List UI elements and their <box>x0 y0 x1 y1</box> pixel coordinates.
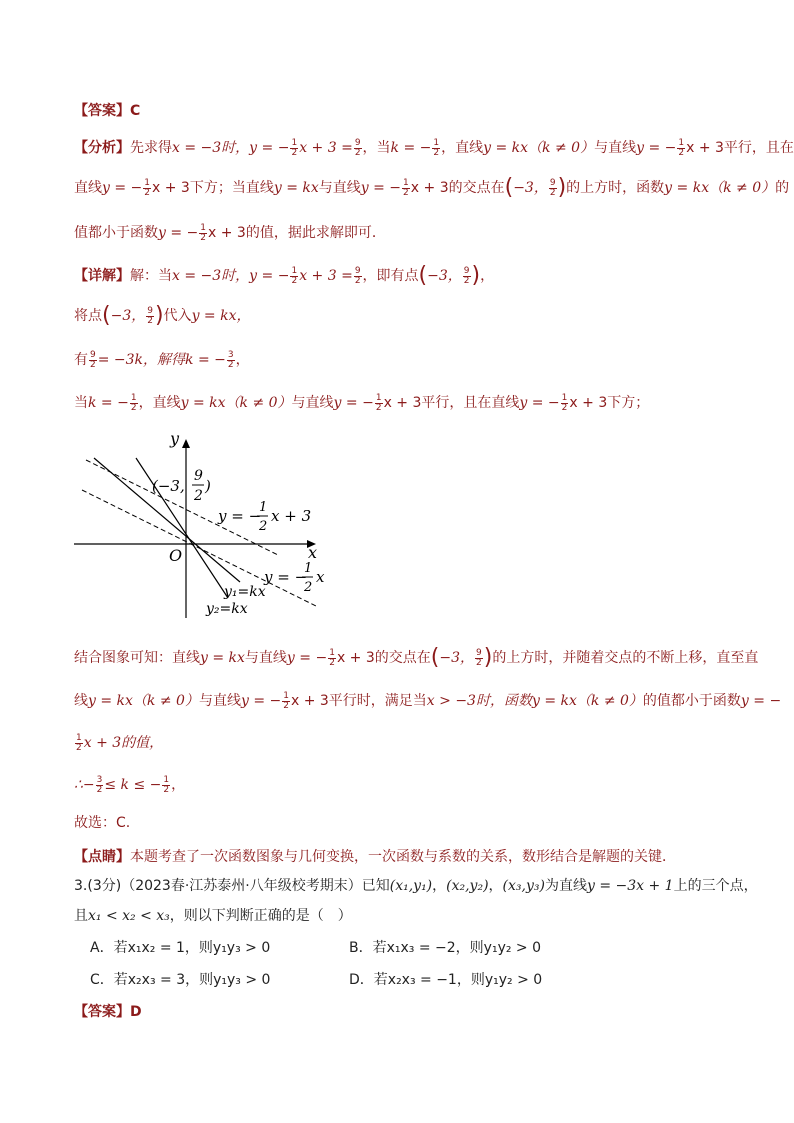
text: 上的三个点， <box>673 878 758 894</box>
detail-label: 【详解】 <box>74 268 130 284</box>
text: 值都小于函数 <box>74 225 158 241</box>
option-a-text: A．若x₁x₂ = 1，则y₁y₃ > 0 <box>90 940 271 956</box>
text: 先求得 <box>130 140 172 156</box>
conclusion-line-1 <box>74 645 759 670</box>
fraction <box>354 139 362 158</box>
den: 2 <box>375 402 382 413</box>
den: 2 <box>433 147 440 158</box>
point-den: 2 <box>194 488 203 504</box>
math: x = −3时， <box>172 268 250 284</box>
den: 2 <box>76 742 82 753</box>
text: 解：当 <box>130 268 172 284</box>
y-axis-arrow-icon <box>182 439 190 448</box>
num: 1 <box>291 265 298 276</box>
answer-line-2 <box>74 1002 142 1022</box>
math: y = − <box>333 395 374 411</box>
question-score: (3分) <box>87 878 122 894</box>
fraction <box>290 139 298 158</box>
math: (x₁,y₁) <box>389 878 433 894</box>
num: 9 <box>549 177 556 188</box>
text: ， <box>171 777 186 793</box>
comment-line <box>74 847 676 867</box>
text: 与直线 <box>244 650 287 666</box>
text: 代入 <box>163 308 192 324</box>
fraction <box>227 351 235 370</box>
question-number: 3. <box>74 878 88 894</box>
num: 1 <box>403 177 409 188</box>
math: y = kx， <box>191 308 251 324</box>
den: 2 <box>200 232 207 243</box>
math: y = kx（k ≠ 0） <box>483 140 595 156</box>
lower-frac-num: 1 <box>304 561 313 576</box>
num: 9 <box>90 349 96 360</box>
den: 2 <box>130 402 137 413</box>
lower-line-label: y = − <box>264 568 308 586</box>
point-label: (−3, <box>152 477 185 495</box>
fraction <box>162 776 170 795</box>
math: = −3k，解得 <box>97 352 186 368</box>
num: 9 <box>354 137 361 148</box>
math: (x₃,y₃) <box>502 878 545 894</box>
analysis-line-2 <box>74 175 790 200</box>
conclusion-line-2 <box>74 691 781 711</box>
text: 已知 <box>361 878 390 894</box>
paren: ) <box>154 303 164 328</box>
den: 2 <box>283 700 289 711</box>
paren: ) <box>557 175 567 200</box>
math: −3， <box>427 268 462 284</box>
comment-label: 【点睛】 <box>74 849 130 865</box>
den: 2 <box>291 147 298 158</box>
paren: ( <box>418 263 428 288</box>
fraction <box>549 179 557 198</box>
conclusion-line-3 <box>74 733 163 753</box>
math: y = − <box>158 225 199 241</box>
den: 2 <box>403 187 409 198</box>
detail-line-3 <box>74 350 250 370</box>
math: y = kx（k ≠ 0） <box>531 693 643 709</box>
num: 1 <box>291 137 298 148</box>
math: y = − <box>249 140 290 156</box>
fraction <box>677 139 685 158</box>
text: ，当 <box>362 140 391 156</box>
math: y = kx <box>273 180 319 196</box>
paren: ( <box>430 645 440 670</box>
num: 1 <box>329 647 335 658</box>
math: y = kx <box>200 650 245 666</box>
analysis-label: 【分析】 <box>74 140 130 156</box>
lower-line-tail: x <box>316 568 325 586</box>
math: x + 3 = <box>299 140 353 156</box>
text: 直线 <box>74 180 102 196</box>
q3-option-b[interactable] <box>349 938 541 958</box>
y-axis-label: y <box>170 430 180 448</box>
math: x₁ < x₂ < x₃ <box>88 908 170 924</box>
upper-line-label: y = − <box>218 507 262 525</box>
fraction <box>561 394 569 413</box>
text: x + 3的交点在 <box>410 180 505 196</box>
math: k = − <box>390 140 432 156</box>
num: 9 <box>147 305 153 316</box>
num: 1 <box>130 392 137 403</box>
fraction <box>375 394 383 413</box>
option-b-text: B．若x₁x₃ = −2，则y₁y₂ > 0 <box>349 940 542 956</box>
fraction <box>354 267 362 286</box>
text: 结合图象可知：直线 <box>74 650 200 666</box>
math: y = − <box>360 180 402 196</box>
math: y = − <box>102 180 143 196</box>
answer-label: 【答案】 <box>74 103 130 119</box>
answer-label: 【答案】 <box>74 1004 130 1020</box>
graph-figure <box>72 430 342 620</box>
fraction <box>432 139 440 158</box>
math: (x₂,y₂) <box>446 878 489 894</box>
option-d-text: D．若x₂x₃ = −1，则y₁y₂ > 0 <box>349 972 543 988</box>
num: 9 <box>354 265 361 276</box>
q3-option-a[interactable] <box>90 938 270 958</box>
text: ， <box>235 352 250 368</box>
den: 2 <box>354 275 361 286</box>
text: 的上方时，函数 <box>566 180 665 196</box>
text: 与直线 <box>198 693 241 709</box>
num: 1 <box>144 177 151 188</box>
detail-line-4 <box>74 393 649 413</box>
fraction <box>402 179 410 198</box>
den: 2 <box>227 359 234 370</box>
paren: ( <box>504 175 514 200</box>
den: 2 <box>354 147 361 158</box>
x-axis-label: x <box>308 543 318 562</box>
math: y = − <box>636 140 677 156</box>
num: 1 <box>163 774 170 785</box>
text: 故选：C. <box>74 815 131 831</box>
origin-label: O <box>169 546 183 565</box>
math: y = −3x + 1 <box>586 878 674 894</box>
paren: ) <box>483 645 493 670</box>
text: ，直线 <box>441 140 484 156</box>
text: 与直线 <box>594 140 637 156</box>
math: ≤ k ≤ − <box>104 777 162 793</box>
text: ，则以下判断正确的是（ ） <box>169 908 352 924</box>
num: 1 <box>200 222 207 233</box>
y1-label: y₁=kx <box>224 584 266 600</box>
q3-line-2 <box>74 906 352 926</box>
text: x + 3的值，据此求解即可． <box>208 225 386 241</box>
text: x + 3平行，且在 <box>686 140 794 156</box>
num: 1 <box>76 732 82 743</box>
den: 2 <box>291 275 298 286</box>
text: 当 <box>74 395 88 411</box>
num: 3 <box>96 774 103 785</box>
math: k = − <box>185 352 226 368</box>
fraction <box>463 267 471 286</box>
math: y = − <box>286 650 328 666</box>
q3-option-d[interactable] <box>349 970 542 990</box>
math: y = − <box>249 268 290 284</box>
conclusion-line-5 <box>74 813 130 833</box>
num: 1 <box>283 690 289 701</box>
upper-frac-num: 1 <box>259 500 268 515</box>
conclusion-line-4 <box>74 775 185 795</box>
fraction <box>75 734 83 753</box>
detail-line-1 <box>74 263 495 288</box>
text: 与直线 <box>318 180 361 196</box>
analysis-line-1 <box>74 138 794 158</box>
math: y = kx（k ≠ 0） <box>664 180 776 196</box>
lower-frac-den: 2 <box>304 580 313 595</box>
text: x + 3平行，且在直线 <box>383 395 520 411</box>
den: 2 <box>549 187 556 198</box>
num: 9 <box>463 265 470 276</box>
q3-option-c[interactable] <box>90 970 270 990</box>
math: x > −3时，函数 <box>426 693 532 709</box>
text: ，直线 <box>138 395 181 411</box>
math: ∴− <box>74 777 95 793</box>
text: x + 3下方； <box>569 395 650 411</box>
num: 1 <box>678 137 685 148</box>
fraction <box>328 649 336 668</box>
q3-line-1: 3.(3分)（2023春·江苏泰州·八年级校考期末）已知(x₁,y₁)，(x₂,y₂)，(x₃,y₃)为直线y = −3x + 1上的三个点， <box>74 878 758 894</box>
comment-text: 本题考查了一次函数图象与几何变换，一次函数与系数的关系，数形结合是解题的关键． <box>130 849 676 865</box>
text: 的 <box>775 180 790 196</box>
fraction <box>290 267 298 286</box>
fraction <box>282 692 290 711</box>
text: x + 3的交点在 <box>336 650 431 666</box>
den: 2 <box>678 147 685 158</box>
den: 2 <box>144 187 151 198</box>
fraction <box>143 179 151 198</box>
option-c-text: C．若x₂x₃ = 3，则y₁y₃ > 0 <box>90 972 271 988</box>
answer-line <box>74 101 140 121</box>
answer-value: D <box>130 1004 142 1020</box>
math: k = − <box>88 395 129 411</box>
math: y = − <box>240 693 282 709</box>
question-source: （2023春·江苏泰州·八年级校考期末） <box>121 878 362 894</box>
math: x + 3的值， <box>83 735 164 751</box>
text: 与直线 <box>291 395 334 411</box>
text: ，即有点 <box>362 268 419 284</box>
answer-value: C <box>130 103 141 119</box>
den: 2 <box>90 359 96 370</box>
paren: ( <box>102 303 111 328</box>
fraction <box>89 351 97 370</box>
num: 3 <box>227 349 234 360</box>
text: x + 3下方；当直线 <box>152 180 274 196</box>
math: y = kx（k ≠ 0） <box>88 693 199 709</box>
den: 2 <box>147 315 153 326</box>
math: y = − <box>740 693 782 709</box>
detail-line-2 <box>74 303 251 328</box>
math: y = kx（k ≠ 0） <box>180 395 292 411</box>
den: 2 <box>561 402 568 413</box>
text: 将点 <box>74 308 102 324</box>
point-num: 9 <box>194 468 203 484</box>
fraction <box>130 394 138 413</box>
math: −3， <box>110 308 146 324</box>
math: x = −3时， <box>172 140 250 156</box>
fraction <box>475 649 483 668</box>
text: 有 <box>74 352 88 368</box>
math: y = − <box>519 395 560 411</box>
math: x + 3 = <box>299 268 353 284</box>
text: 线 <box>74 693 88 709</box>
y2-label: y₂=kx <box>206 601 248 617</box>
text: ， <box>480 268 495 284</box>
paren: ) <box>471 263 481 288</box>
text: x + 3平行时，满足当 <box>290 693 427 709</box>
text: 且 <box>74 908 88 924</box>
analysis-line-3 <box>74 223 386 243</box>
point-close: ) <box>205 477 211 495</box>
fraction <box>199 224 207 243</box>
math: −3， <box>439 650 474 666</box>
upper-frac-den: 2 <box>259 519 268 534</box>
den: 2 <box>476 657 482 668</box>
den: 2 <box>96 784 103 795</box>
num: 9 <box>476 647 482 658</box>
fraction <box>96 776 104 795</box>
text: 为直线 <box>544 878 587 894</box>
num: 1 <box>433 137 440 148</box>
text: 的值都小于函数 <box>642 693 741 709</box>
upper-line-tail: x + 3 <box>271 507 312 525</box>
text: 的上方时，并随着交点的不断上移，直至直 <box>492 650 759 666</box>
den: 2 <box>163 784 170 795</box>
fraction <box>146 307 154 326</box>
num: 1 <box>375 392 382 403</box>
num: 1 <box>561 392 568 403</box>
den: 2 <box>329 657 335 668</box>
math: −3， <box>513 180 548 196</box>
den: 2 <box>463 275 470 286</box>
